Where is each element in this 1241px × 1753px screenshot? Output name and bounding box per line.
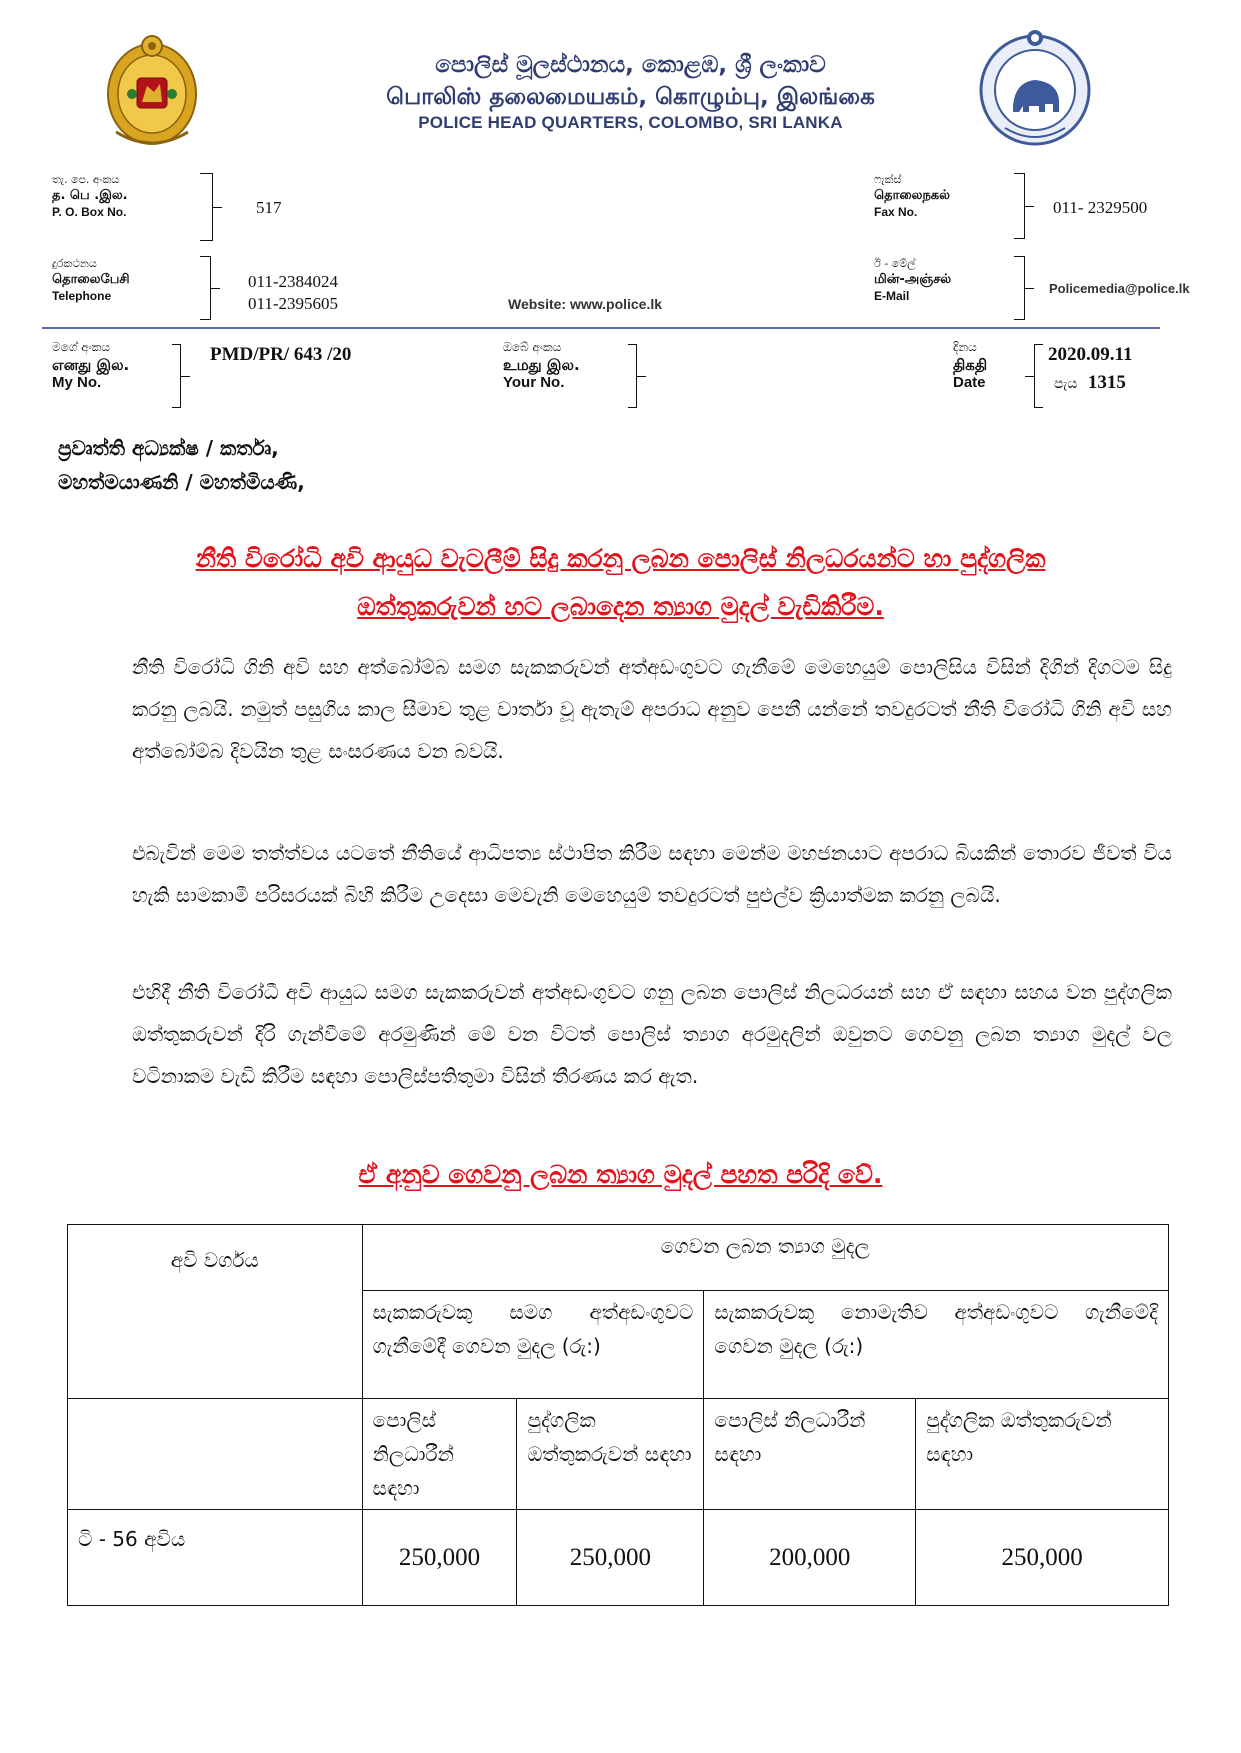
email-value: Policemedia@police.lk [1049,281,1190,296]
body-paragraph-2: එබැවින් මෙම තත්ත්වය යටතේ නීතියේ ආධිපත්‍ය ස්ථාපිත කිරීම සඳහා මෙන්ම මහජනයාට අපරාධ බියකින් තොරව ජීවත් විය හැකි සාමකාමී පරිසරයක් බිහි කිරීම උදෙසා මෙවැනි මෙහෙයුම් තවදුරටත් පුළුල්ව ක්‍රියාත්මක කරනු ලබයි. [132,841,1172,907]
header-divider [42,327,1160,329]
email-label: ඊ - මේල් மின்-அஞ்சல் E-Mail [874,257,952,303]
salutation-line-2: මහත්මයාණනි / මහත්මියණි, [58,470,305,494]
body-paragraph-1: නීති විරෝධි ගිනි අවි සහ අත්බෝම්බ සමග සැකකරුවන් අත්අඩංගුවට ගැනීමේ මෙහෙයුම් පොලිසිය විසින් දිගින් දිගටම සිදු කරනු ලබයි. නමුත් පසුගිය කාල සීමාව තුළ වාර්තා වූ ඇතැම් අපරාධ අනුව පෙනී යන්නේ තවදුරටත් නීති විරෝධි ගිනි අවි සහ අත්බෝම්බ දිවයින තුළ සංසරණය වන බවයි. [132,655,1172,763]
body-paragraph-3: එහිදී නීති විරෝධී අවි ආයුධ සමග සැකකරුවන් අත්අඩංගුවට ගනු ලබන පොලිස් නිලධරයන් සහ ඒ සඳහා සහය වන පුද්ගලික ඔත්තුකරුවන් දිරි ගැන්වීමේ අරමුණින් මේ වන විටත් පොලිස් ත්‍යාග අරමුදලින් ඔවුනට ගෙවනු ලබන ත්‍යාග මුදල් වල වටිනාකම වැඩි කිරීම සඳහා පොලිස්පතිතුමා විසින් තීරණය කර ඇත. [132,980,1172,1088]
salutation-line-1: ප්‍රවෘත්ති අධ්‍යක්ෂ / කර්තෘ, [58,436,279,460]
header-empty-cell [68,1399,363,1510]
email-brace [1014,256,1025,320]
telephone-brace [200,256,211,320]
my-no-value: PMD/PR/ 643 /20 [210,344,352,365]
fax-label: ෆැක්ස් தொலைநகல் Fax No. [874,173,950,219]
header-informant-1: පුද්ගලික ඔත්තුකරුවන් සඳහා [517,1399,704,1510]
website-text: Website: www.police.lk [508,296,663,312]
header-informant-2: පුද්ගලික ඔත්තුකරුවන් සඳහා [916,1399,1169,1510]
header-police-2: පොලිස් නිලධාරීන් සඳහා [704,1399,916,1510]
time-row [1054,372,1126,394]
header-without-suspect: සැකකරුවකු නොමැතිව අත්අඩංගුවට ගැනීමේදි ගෙවන මුදල (රු:) [704,1291,1169,1399]
header-title-english: POLICE HEAD QUARTERS, COLOMBO, SRI LANKA [418,113,843,132]
weapon-cell: ටි - 56 අවිය [68,1510,363,1606]
value-cell: 250,000 [362,1510,517,1606]
my-no-label: මගේ අංකය எனது இல. My No. [52,340,130,391]
header-weapon-type: අවි වර්ගය [68,1225,363,1399]
heading-line-1: නීති විරෝධි අවි ආයුධ වැටලීම් සිදු කරනු ලබන පොලිස් නිලධරයන්ට හා පුද්ගලික [195,544,1046,573]
your-no-brace [628,344,637,408]
time-value: 1315 [1087,372,1126,393]
header-title-tamil: பொலிஸ் தலைமையகம், கொழும்பு, இலங்கை [386,84,875,110]
date-label: දිනය திகதி Date [953,340,988,391]
my-no-brace [172,344,181,408]
fax-value: 011- 2329500 [1053,198,1148,217]
reward-table [67,1224,1169,1606]
telephone-label: දුරකථනය தொலைபேசி Telephone [52,257,130,303]
value-cell: 250,000 [916,1510,1169,1606]
value-cell: 250,000 [517,1510,704,1606]
fax-brace [1014,173,1025,239]
pobox-value: 517 [256,198,282,217]
table-row [68,1510,1169,1606]
date-value: 2020.09.11 [1048,344,1133,365]
value-cell: 200,000 [704,1510,916,1606]
pobox-brace [200,173,213,241]
pobox-label: තැ. පෙ. අංකය த. பெ .இல. P. O. Box No. [52,173,128,219]
your-no-label: ඔබේ අංකය உமது இல. Your No. [503,340,580,391]
telephone-value-1: 011-2384024 [248,272,339,291]
subheading: ඒ අනුව ගෙවනු ලබන ත්‍යාග මුදල් පහත පරිදි වේ. [358,1160,883,1189]
header-police-1: පොලිස් නිලධාරීන් සඳහා [362,1399,517,1510]
header-reward-payment: ගෙවන ලබන ත්‍යාග මුදල [362,1225,1168,1291]
time-label: පැය [1054,376,1078,392]
telephone-value-2: 011-2395605 [248,294,339,313]
header-title-sinhala: පොලිස් මූලස්ථානය, කොළඹ, ශ්‍රී ලංකාව [435,52,826,78]
header-with-suspect: සැකකරුවකු සමග අත්අඩංගුවට ගැනීමේදී ගෙවන මුදල (රු:) [362,1291,704,1399]
heading-line-2: ඔත්තුකරුවන් හට ලබාදෙන ත්‍යාග මුදල් වැඩිකිරීම. [357,592,884,621]
date-brace [1034,344,1043,408]
